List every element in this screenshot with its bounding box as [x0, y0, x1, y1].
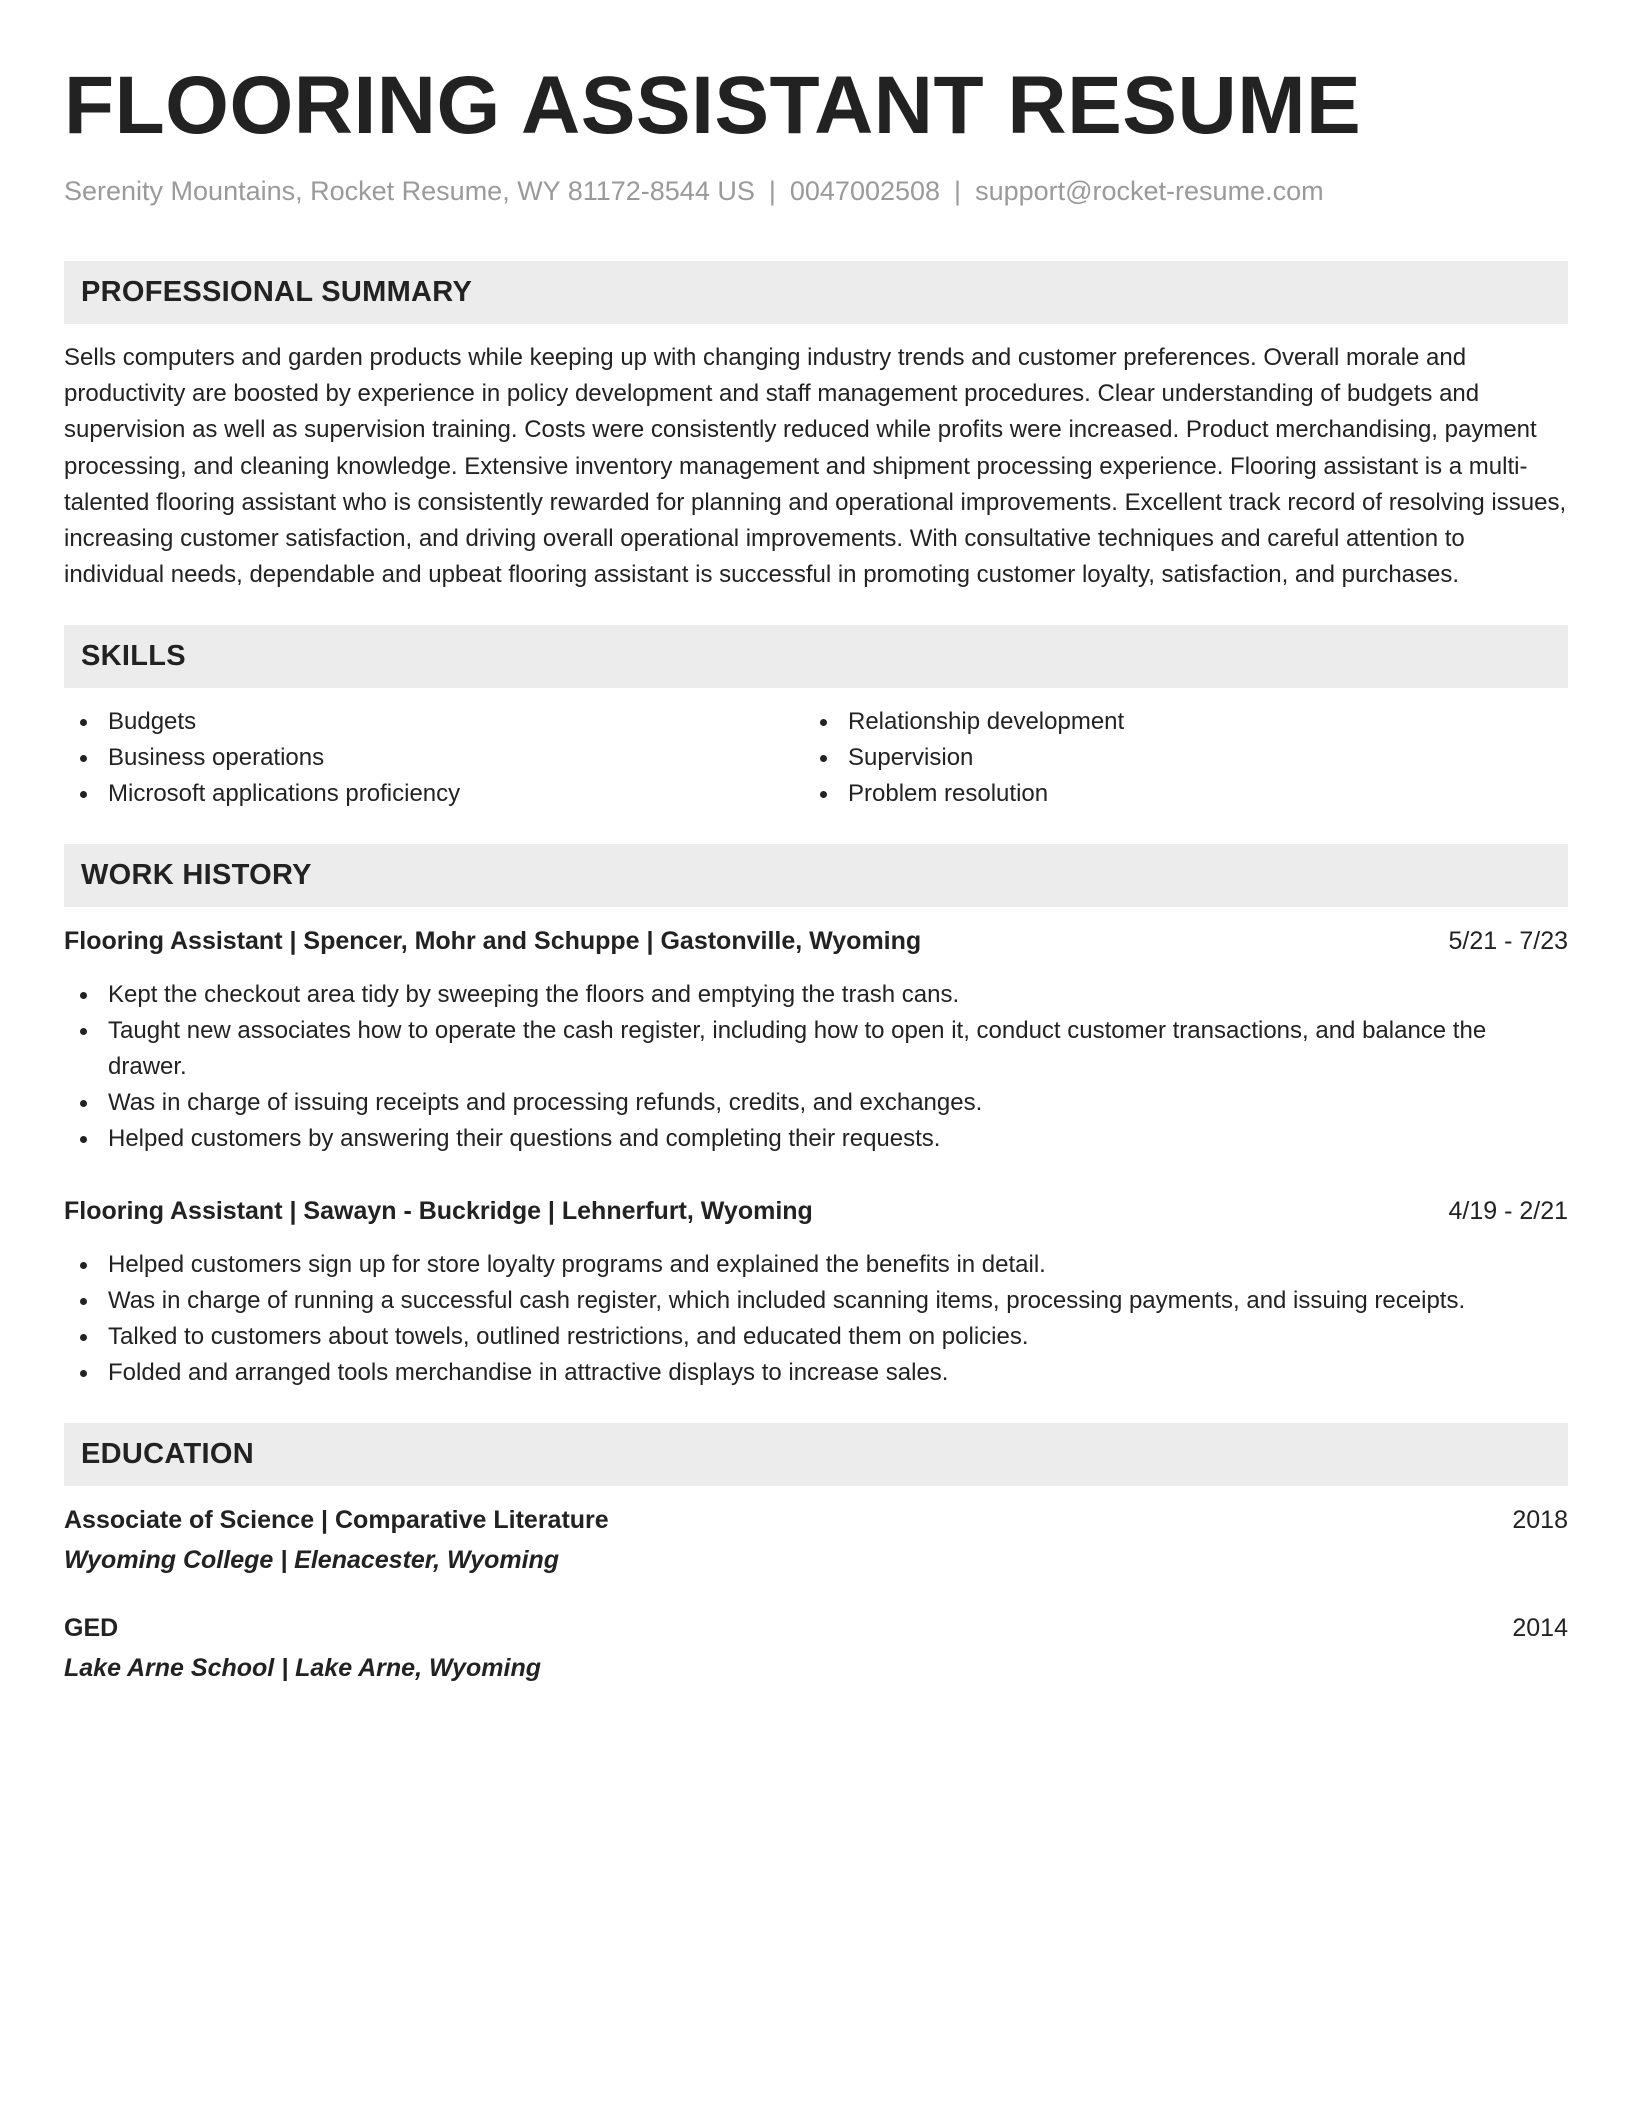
section-header-education: EDUCATION — [64, 1423, 1568, 1486]
education-entry — [64, 1502, 1568, 1578]
job-entry — [64, 923, 1568, 1157]
summary-text: Sells computers and garden products while keeping up with changing industry trends and customer preferences. Overall morale and productivity are boosted by experience in policy development and staff management procedures. Clear understanding of budgets and supervision as well as supervision training. Costs were consistently reduced while profits were increased. Product merchandising, payment processing, and cleaning knowledge. Extensive inventory management and shipment processing experience. Flooring assistant is a multi-talented flooring assistant who is consistently rewarded for planning and operational improvements. Excellent track record of resolving issues, increasing customer satisfaction, and driving overall operational improvements. With consultative techniques and careful attention to individual needs, dependable and upbeat flooring assistant is successful in promoting customer loyalty, satisfaction, and purchases. — [64, 344, 1567, 589]
contact-phone: 0047002508 — [789, 176, 941, 206]
contact-separator: | — [954, 176, 962, 206]
job-duties — [64, 977, 1568, 1157]
job-header — [64, 923, 1568, 959]
skill-item: Business operations — [64, 740, 804, 776]
education-year: 2014 — [1512, 1614, 1568, 1643]
job-duty: Helped customers sign up for store loyalty programs and explained the benefits in detail. — [64, 1247, 1568, 1283]
job-header — [64, 1193, 1568, 1229]
skill-item: Microsoft applications proficiency — [64, 776, 804, 812]
job-duty: Taught new associates how to operate the cash register, including how to open it, conduct customer transactions, and balance the drawer. — [64, 1013, 1568, 1085]
section-header-work-history: WORK HISTORY — [64, 844, 1568, 907]
resume-title: FLOORING ASSISTANT RESUME — [64, 60, 1362, 151]
job-duty: Kept the checkout area tidy by sweeping the floors and emptying the trash cans. — [64, 977, 1568, 1013]
education-header — [64, 1610, 1568, 1646]
education-entry — [64, 1610, 1568, 1686]
education-degree: Associate of Science | Comparative Literature — [64, 1506, 609, 1535]
section-header-summary: PROFESSIONAL SUMMARY — [64, 261, 1568, 324]
skills-list — [64, 704, 1568, 812]
job-entry — [64, 1193, 1568, 1391]
education-school: Lake Arne School | Lake Arne, Wyoming — [64, 1654, 542, 1683]
job-dates: 4/19 - 2/21 — [1448, 1197, 1568, 1226]
job-duty: Talked to customers about towels, outlined restrictions, and educated them on policies. — [64, 1319, 1568, 1355]
skills-column-right — [804, 704, 1544, 812]
job-title: Flooring Assistant | Sawayn - Buckridge | Lehnerfurt, Wyoming — [64, 1197, 813, 1226]
contact-line — [64, 174, 1568, 208]
skill-item: Supervision — [804, 740, 1544, 776]
job-duty: Helped customers by answering their questions and completing their requests. — [64, 1121, 1568, 1157]
contact-address: Serenity Mountains, Rocket Resume, WY 81172-8544 US — [64, 176, 755, 206]
section-header-skills: SKILLS — [64, 625, 1568, 688]
skill-item: Relationship development — [804, 704, 1544, 740]
contact-email: support@rocket-resume.com — [975, 176, 1324, 206]
education-year: 2018 — [1512, 1506, 1568, 1535]
education-degree: GED — [64, 1614, 119, 1643]
job-duty: Folded and arranged tools merchandise in attractive displays to increase sales. — [64, 1355, 1568, 1391]
job-duty: Was in charge of issuing receipts and processing refunds, credits, and exchanges. — [64, 1085, 1568, 1121]
education-school: Wyoming College | Elenacester, Wyoming — [64, 1546, 560, 1575]
job-title: Flooring Assistant | Spencer, Mohr and Schuppe | Gastonville, Wyoming — [64, 927, 922, 956]
job-dates: 5/21 - 7/23 — [1448, 927, 1568, 956]
skills-column-left — [64, 704, 804, 812]
skill-item: Problem resolution — [804, 776, 1544, 812]
education-header — [64, 1502, 1568, 1538]
skill-item: Budgets — [64, 704, 804, 740]
job-duties — [64, 1247, 1568, 1391]
job-duty: Was in charge of running a successful cash register, which included scanning items, processing payments, and issuing receipts. — [64, 1283, 1568, 1319]
contact-separator: | — [768, 176, 776, 206]
